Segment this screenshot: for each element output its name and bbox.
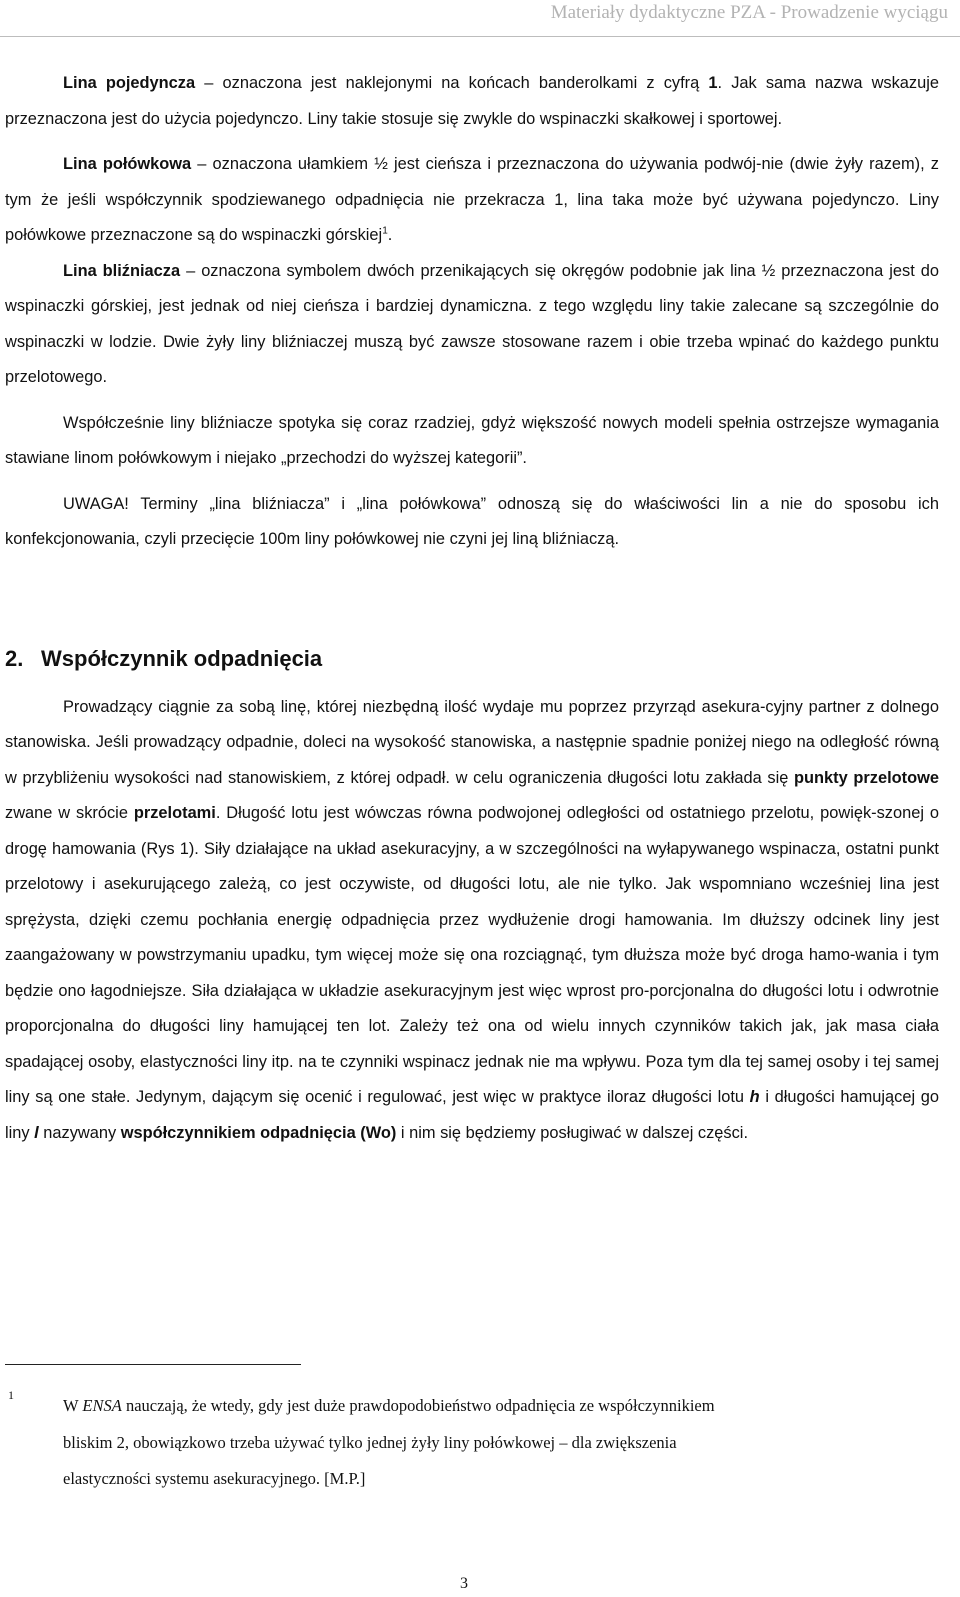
text: . Jak sama nazwa wskazuje przeznaczona jest do użycia pojedynczo. Liny takie stosuje się zwykle do wspinaczki skałkowej i sportowej. xyxy=(5,74,939,128)
dash: – xyxy=(195,74,223,92)
term-fall-factor: współczynnikiem odpadnięcia (Wo) xyxy=(120,1123,397,1142)
ensa-name: ENSA xyxy=(82,1396,122,1415)
term-protection-points: punkty przelotowe xyxy=(794,768,939,787)
text: zwane w skrócie xyxy=(5,804,134,822)
symbol-l: l xyxy=(34,1123,39,1142)
text: oznaczona symbolem dwóch przenikających się okręgów podobnie jak lina ½ przeznaczona jest do wspinaczki górskiej, jest jednak od niej cieńsza i bardziej dynamiczna. z tego względu liny takie zalecane są szczególnie do wspinaczki w lodzie. Dwie żyły liny bliźniaczej muszą być zawsze stosowane razem i obie trzeba wpinać do każdego punktu przelotowego. xyxy=(5,261,939,386)
paragraph-fall-factor xyxy=(5,690,939,1152)
page-number: 3 xyxy=(460,1575,468,1592)
term-single-rope: Lina pojedyncza xyxy=(63,74,196,92)
header-title: Materiały dydaktyczne PZA - Prowadzenie wyciągu xyxy=(550,2,948,23)
text: i długości hamującej go liny xyxy=(5,1088,940,1142)
term-half-rope: Lina połówkowa xyxy=(63,155,192,173)
text: oznaczona ułamkiem ½ jest cieńsza i przeznaczona do używania podwój-nie (dwie żyły razem), z tym że jeśli współczynnik spodziewanego odpadnięcia nie przekracza 1, lina taka może być używana pojedynczo. Liny połówkowe przeznaczone są do wspinaczki górskiej xyxy=(5,155,939,244)
page-header xyxy=(0,0,960,37)
text: i nim się będziemy posługiwać w dalszej części. xyxy=(396,1123,748,1142)
paragraph-twin-rope xyxy=(5,254,939,396)
text: . xyxy=(387,226,393,244)
paragraph-warning: UWAGA! Terminy „lina bliźniacza” i „lina połówkowa” odnoszą się do właściwości lin a nie do sposobu ich konfekcjonowania, czyli przecięcie 100m liny połówkowej nie czyni jej liną bliźniaczą. xyxy=(5,494,939,548)
dash: – xyxy=(191,155,213,173)
term-twin-rope: Lina bliźniacza xyxy=(63,261,181,280)
dash: – xyxy=(180,261,202,280)
text: . Długość lotu jest wówczas równa podwojonej odległości od ostatniego przelotu, powięk-szonej o drogę hamowania (Rys 1). Siły działające na układ asekuracyjny, a w szczególności na wyłapywanego wspinacza, ostatni punkt przelotowy i asekurującego zależą, co jest oczywiste, od długości lotu, ale nie tylko. Jak wspomniano wcześniej lina jest sprężysta, dzięki czemu pochłania energię odpadnięcia przez wydłużenie drogi hamowania. Im dłuższy odcinek liny jest zaangażowany w powstrzymaniu upadku, tym więcej może się ona rozciągnąć, tym dłuższa może być droga hamo-wania i tym będzie ono łagodniejsze. Siła działająca w układzie asekuracyjnym jest więc wprost pro-porcjonalna do długości lotu i odwrotnie proporcjonalna do długości liny hamującej ten lot. Zależy też ona od wielu innych czynników takich jak, jak masa ciała spadającej osoby, elastyczności liny itp. na te czynniki wspinacz jednak nie ma wpływu. Poza tym dla tej samej osoby i tej samej liny są one stałe. Jedynym, dającym się ocenić i regulować, jest więc w praktyce iloraz długości lotu xyxy=(5,804,940,1106)
digit-one: 1 xyxy=(708,74,718,92)
section-number: 2. xyxy=(5,645,24,671)
term-runners: przelotami xyxy=(133,804,216,822)
footnote-line-3: elastyczności systemu asekuracyjnego. [M.P.] xyxy=(63,1469,366,1488)
footnote-line-1 xyxy=(63,1388,905,1425)
footnote xyxy=(5,1388,905,1498)
section-title: Współczynnik odpadnięcia xyxy=(41,645,323,671)
text: nazywany xyxy=(38,1123,121,1142)
footnote-reference[interactable]: 1 xyxy=(382,225,388,237)
symbol-h: h xyxy=(749,1088,760,1106)
paragraph-half-rope xyxy=(5,147,939,254)
paragraph-twin-rope-modern: Współcześnie liny bliźniacze spotyka się coraz rzadziej, gdyż większość nowych modeli spełnia ostrzejsze wymagania stawiane linom połówkowym i niejako „przechodzi do wyższej kategorii”. xyxy=(5,413,939,467)
section-heading xyxy=(5,644,939,674)
text: Prowadzący ciągnie za sobą linę, której niezbędną ilość wydaje mu poprzez przyrząd asekura-cyjny partner z dolnego stanowiska. Jeśli prowadzący odpadnie, doleci na wysokość stanowiska, a następnie spadnie poniżej niego na odległość równą w przybliżeniu wysokości nad stanowiskiem, z której odpadł. w celu ograniczenia długości lotu zakłada się xyxy=(5,697,939,787)
footnote-mark: 1 xyxy=(8,1388,14,1402)
footnote-line-2: bliskim 2, obowiązkowo trzeba używać tylko jednej żyły liny połówkowej – dla zwiększenia xyxy=(63,1432,677,1452)
text: W xyxy=(63,1396,83,1415)
paragraph-single-rope xyxy=(5,66,939,137)
text: nauczają, że wtedy, gdy jest duże prawdopodobieństwo odpadnięcia ze współczynnikiem xyxy=(121,1396,715,1415)
footnote-separator xyxy=(5,1364,301,1365)
text: oznaczona jest naklejonymi na końcach banderolkami z cyfrą xyxy=(222,74,709,92)
document-body xyxy=(5,66,939,1151)
